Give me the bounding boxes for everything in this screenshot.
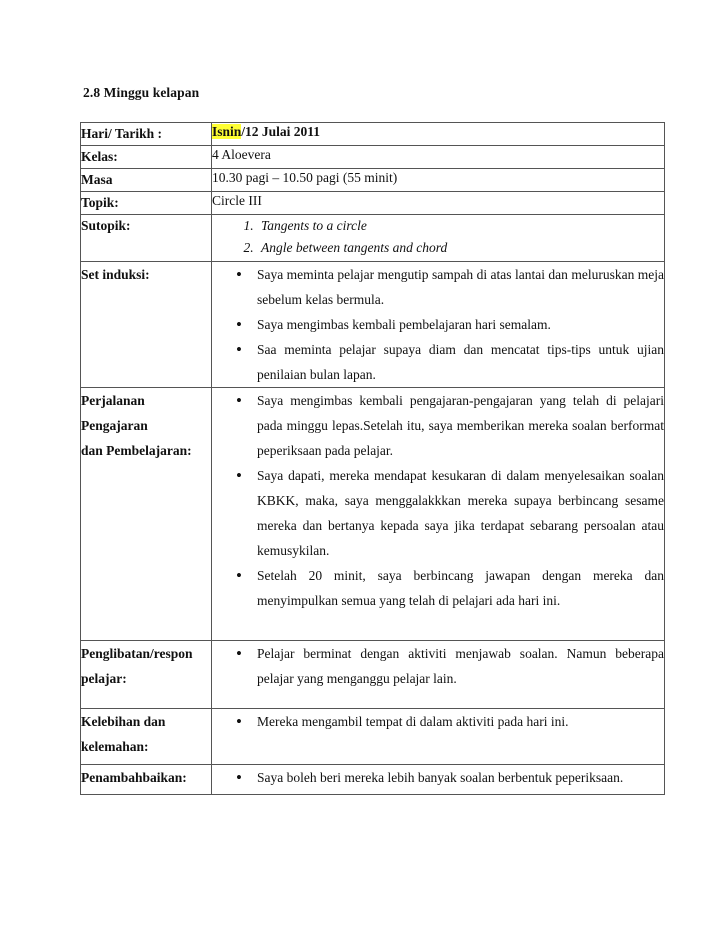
list-item: • Saya boleh beri mereka lebih banyak soalan berbentuk peperiksaan. bbox=[241, 765, 664, 790]
value-hari-tarikh bbox=[212, 123, 665, 146]
list-item: • Pelajar berminat dengan aktiviti menjawab soalan. Namun beberapa pelajar yang menganggu pelajar lain. bbox=[241, 641, 664, 691]
label-hari-tarikh: Hari/ Tarikh : bbox=[81, 123, 212, 146]
label-line: Kelebihan dan bbox=[81, 714, 166, 729]
row-penglibatan bbox=[81, 641, 665, 709]
date-text: /12 Julai 2011 bbox=[241, 124, 321, 139]
list-item: 1. Tangents to a circle bbox=[257, 215, 664, 237]
value-set-induksi bbox=[212, 262, 665, 388]
value-kelas: 4 Aloevera bbox=[212, 146, 665, 169]
label-line: Penglibatan/respon bbox=[81, 646, 193, 661]
lesson-plan-table bbox=[80, 122, 665, 795]
label-perjalanan bbox=[81, 388, 212, 641]
label-masa: Masa bbox=[81, 169, 212, 192]
penglibatan-list bbox=[212, 641, 664, 691]
value-masa: 10.30 pagi – 10.50 pagi (55 minit) bbox=[212, 169, 665, 192]
row-hari-tarikh bbox=[81, 123, 665, 146]
kelebihan-list bbox=[212, 709, 664, 734]
value-sutopik bbox=[212, 215, 665, 262]
list-item: • Saya mengimbas kembali pembelajaran hari semalam. bbox=[241, 312, 664, 337]
label-topik: Topik: bbox=[81, 192, 212, 215]
row-kelebihan bbox=[81, 709, 665, 765]
label-penambahbaikan: Penambahbaikan: bbox=[81, 765, 212, 795]
label-kelas: Kelas: bbox=[81, 146, 212, 169]
value-kelebihan bbox=[212, 709, 665, 765]
highlighted-day: Isnin bbox=[212, 124, 242, 139]
page-heading: 2.8 Minggu kelapan bbox=[83, 85, 200, 100]
label-line: Pengajaran bbox=[81, 418, 148, 433]
label-set-induksi: Set induksi: bbox=[81, 262, 212, 388]
perjalanan-list bbox=[212, 388, 664, 613]
label-line: pelajar: bbox=[81, 671, 127, 686]
value-penglibatan bbox=[212, 641, 665, 709]
list-item: • Saya meminta pelajar mengutip sampah di atas lantai dan meluruskan meja sebelum kelas bermula. bbox=[241, 262, 664, 312]
row-penambahbaikan bbox=[81, 765, 665, 795]
subtopic-list bbox=[212, 215, 664, 261]
label-kelebihan bbox=[81, 709, 212, 765]
label-line: kelemahan: bbox=[81, 739, 149, 754]
list-item: • Saa meminta pelajar supaya diam dan mencatat tips-tips untuk ujian penilaian bulan lapan. bbox=[241, 337, 664, 387]
list-item: • Saya mengimbas kembali pengajaran-pengajaran yang telah di pelajari pada minggu lepas.Setelah itu, saya memberikan mereka soalan berformat peperiksaan pada pelajar. bbox=[241, 388, 664, 463]
label-sutopik: Sutopik: bbox=[81, 215, 212, 262]
list-item: • Saya dapati, mereka mendapat kesukaran di dalam menyelesaikan soalan KBKK, maka, saya menggalakkkan mereka supaya berbincang sesame mereka dan bertanya kepada saya jika terdapat sebarang persoalan atau kemusykilan. bbox=[241, 463, 664, 563]
value-perjalanan bbox=[212, 388, 665, 641]
row-set-induksi bbox=[81, 262, 665, 388]
row-topik bbox=[81, 192, 665, 215]
list-item: • Setelah 20 minit, saya berbincang jawapan dengan mereka dan menyimpulkan semua yang telah di pelajari ada hari ini. bbox=[241, 563, 664, 613]
label-line: Perjalanan bbox=[81, 393, 145, 408]
row-sutopik bbox=[81, 215, 665, 262]
row-masa bbox=[81, 169, 665, 192]
value-penambahbaikan bbox=[212, 765, 665, 795]
label-penglibatan bbox=[81, 641, 212, 709]
row-perjalanan bbox=[81, 388, 665, 641]
penambahbaikan-list bbox=[212, 765, 664, 790]
list-item: 2. Angle between tangents and chord bbox=[257, 237, 664, 259]
row-kelas bbox=[81, 146, 665, 169]
value-topik: Circle III bbox=[212, 192, 665, 215]
set-induksi-list bbox=[212, 262, 664, 387]
label-line: dan Pembelajaran: bbox=[81, 443, 192, 458]
list-item: • Mereka mengambil tempat di dalam aktiviti pada hari ini. bbox=[241, 709, 664, 734]
